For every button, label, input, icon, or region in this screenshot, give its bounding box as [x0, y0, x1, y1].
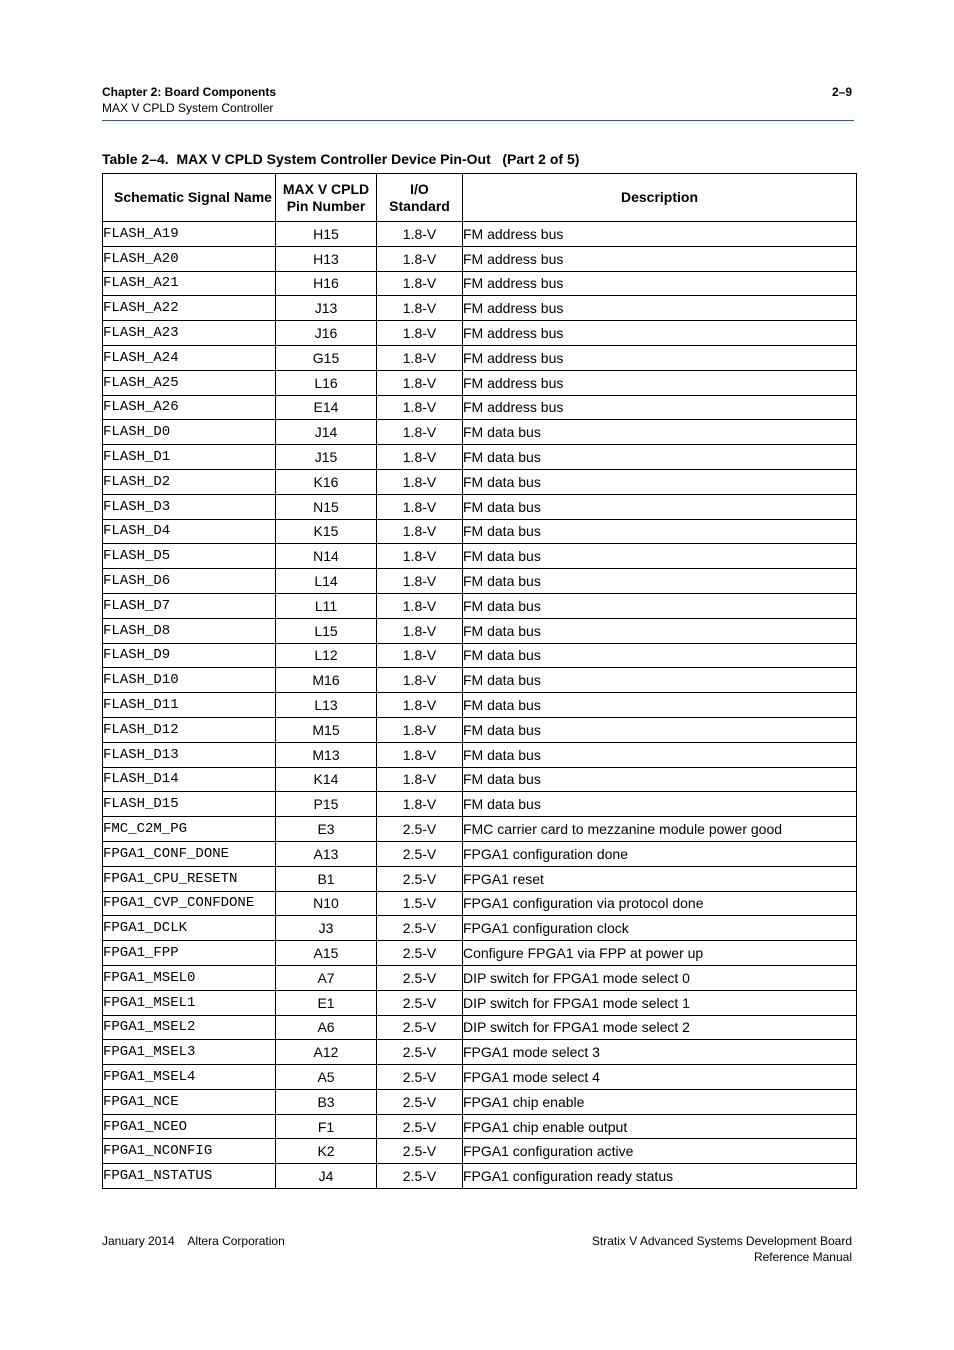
io-standard-cell: 1.8-V — [377, 693, 463, 718]
signal-name-cell: FPGA1_MSEL1 — [103, 990, 276, 1015]
table-row — [103, 544, 857, 569]
table-row — [103, 817, 857, 842]
io-standard-cell: 1.8-V — [377, 222, 463, 247]
io-standard-cell: 1.8-V — [377, 792, 463, 817]
signal-name-cell: FLASH_D4 — [103, 519, 276, 544]
signal-name-cell: FPGA1_FPP — [103, 941, 276, 966]
signal-name-cell: FMC_C2M_PG — [103, 817, 276, 842]
description-cell: FM address bus — [463, 222, 857, 247]
table-row — [103, 1139, 857, 1164]
pin-number-cell: K14 — [276, 767, 377, 792]
io-standard-cell: 2.5-V — [377, 990, 463, 1015]
table-row — [103, 891, 857, 916]
pin-number-cell: L11 — [276, 593, 377, 618]
table-row — [103, 965, 857, 990]
column-header-signal: Schematic Signal Name — [103, 174, 276, 222]
description-cell: FM data bus — [463, 494, 857, 519]
signal-name-cell: FLASH_D13 — [103, 742, 276, 767]
pin-number-cell: K16 — [276, 469, 377, 494]
pin-number-cell: A6 — [276, 1015, 377, 1040]
signal-name-cell: FLASH_A23 — [103, 321, 276, 346]
description-cell: FPGA1 reset — [463, 866, 857, 891]
pin-number-cell: E3 — [276, 817, 377, 842]
description-cell: FMC carrier card to mezzanine module power good — [463, 817, 857, 842]
table-row — [103, 1040, 857, 1065]
chapter-title: Chapter 2: Board Components — [102, 85, 277, 99]
pin-number-cell: J3 — [276, 916, 377, 941]
description-cell: FM data bus — [463, 420, 857, 445]
table-row — [103, 668, 857, 693]
signal-name-cell: FLASH_D9 — [103, 643, 276, 668]
pin-number-cell: N15 — [276, 494, 377, 519]
signal-name-cell: FPGA1_MSEL3 — [103, 1040, 276, 1065]
signal-name-cell: FLASH_D7 — [103, 593, 276, 618]
pin-number-cell: K2 — [276, 1139, 377, 1164]
io-standard-cell: 1.8-V — [377, 717, 463, 742]
description-cell: FM data bus — [463, 742, 857, 767]
table-row — [103, 1015, 857, 1040]
table-row — [103, 767, 857, 792]
signal-name-cell: FLASH_A20 — [103, 246, 276, 271]
signal-name-cell: FLASH_A21 — [103, 271, 276, 296]
table-row — [103, 941, 857, 966]
io-standard-cell: 1.8-V — [377, 321, 463, 346]
table-row — [103, 866, 857, 891]
description-cell: FM data bus — [463, 593, 857, 618]
description-cell: DIP switch for FPGA1 mode select 2 — [463, 1015, 857, 1040]
pin-number-cell: L15 — [276, 618, 377, 643]
pin-number-cell: L14 — [276, 569, 377, 594]
table-row — [103, 345, 857, 370]
table-body — [103, 222, 857, 1189]
signal-name-cell: FLASH_D12 — [103, 717, 276, 742]
pin-number-cell: A7 — [276, 965, 377, 990]
description-cell: Configure FPGA1 via FPP at power up — [463, 941, 857, 966]
table-row — [103, 296, 857, 321]
signal-name-cell: FPGA1_CVP_CONFDONE — [103, 891, 276, 916]
pin-number-cell: B1 — [276, 866, 377, 891]
io-standard-cell: 2.5-V — [377, 941, 463, 966]
io-standard-cell: 2.5-V — [377, 965, 463, 990]
pin-number-cell: K15 — [276, 519, 377, 544]
io-standard-cell: 1.8-V — [377, 643, 463, 668]
description-cell: FPGA1 mode select 3 — [463, 1040, 857, 1065]
pin-number-cell: B3 — [276, 1089, 377, 1114]
pin-number-cell: F1 — [276, 1114, 377, 1139]
column-header-description: Description — [463, 174, 857, 222]
pin-number-cell: M15 — [276, 717, 377, 742]
table-row — [103, 1089, 857, 1114]
description-cell: FM data bus — [463, 445, 857, 470]
table-row — [103, 494, 857, 519]
description-cell: FM data bus — [463, 643, 857, 668]
pin-number-cell: N10 — [276, 891, 377, 916]
io-standard-cell: 1.8-V — [377, 519, 463, 544]
pin-number-cell: A12 — [276, 1040, 377, 1065]
table-row — [103, 395, 857, 420]
io-standard-cell: 1.8-V — [377, 742, 463, 767]
description-cell: FPGA1 chip enable — [463, 1089, 857, 1114]
table-row — [103, 693, 857, 718]
io-standard-cell: 1.8-V — [377, 246, 463, 271]
description-cell: FM address bus — [463, 271, 857, 296]
signal-name-cell: FPGA1_CONF_DONE — [103, 841, 276, 866]
signal-name-cell: FLASH_D10 — [103, 668, 276, 693]
table-row — [103, 1114, 857, 1139]
io-standard-cell: 2.5-V — [377, 1114, 463, 1139]
table-row — [103, 742, 857, 767]
description-cell: FPGA1 configuration done — [463, 841, 857, 866]
io-standard-cell: 1.8-V — [377, 469, 463, 494]
description-cell: FM address bus — [463, 246, 857, 271]
pin-number-cell: J14 — [276, 420, 377, 445]
signal-name-cell: FLASH_D8 — [103, 618, 276, 643]
pin-number-cell: L13 — [276, 693, 377, 718]
signal-name-cell: FPGA1_MSEL4 — [103, 1065, 276, 1090]
pin-number-cell: G15 — [276, 345, 377, 370]
description-cell: FM data bus — [463, 693, 857, 718]
signal-name-cell: FPGA1_NCE — [103, 1089, 276, 1114]
description-cell: FM address bus — [463, 345, 857, 370]
pin-out-table — [102, 173, 857, 1189]
table-row — [103, 246, 857, 271]
signal-name-cell: FLASH_A22 — [103, 296, 276, 321]
header-rule — [102, 120, 854, 121]
description-cell: FPGA1 chip enable output — [463, 1114, 857, 1139]
description-cell: FM data bus — [463, 618, 857, 643]
table-row — [103, 271, 857, 296]
signal-name-cell: FLASH_D1 — [103, 445, 276, 470]
table-row — [103, 643, 857, 668]
table-row — [103, 569, 857, 594]
pin-number-cell: A15 — [276, 941, 377, 966]
footer-date-company: January 2014 Altera Corporation — [102, 1234, 285, 1248]
pin-number-cell: J4 — [276, 1164, 377, 1189]
table-caption: Table 2–4. MAX V CPLD System Controller Device Pin-Out (Part 2 of 5) — [102, 151, 580, 167]
io-standard-cell: 1.8-V — [377, 345, 463, 370]
description-cell: FM data bus — [463, 668, 857, 693]
io-standard-cell: 1.8-V — [377, 395, 463, 420]
description-cell: FPGA1 configuration active — [463, 1139, 857, 1164]
io-standard-cell: 2.5-V — [377, 841, 463, 866]
io-standard-cell: 1.8-V — [377, 569, 463, 594]
table-row — [103, 841, 857, 866]
io-standard-cell: 2.5-V — [377, 866, 463, 891]
page-number: 2–9 — [831, 85, 852, 99]
table-row — [103, 792, 857, 817]
io-standard-cell: 2.5-V — [377, 1015, 463, 1040]
signal-name-cell: FLASH_D15 — [103, 792, 276, 817]
io-standard-cell: 2.5-V — [377, 1089, 463, 1114]
description-cell: FM data bus — [463, 544, 857, 569]
description-cell: FM address bus — [463, 395, 857, 420]
signal-name-cell: FPGA1_DCLK — [103, 916, 276, 941]
pin-number-cell: P15 — [276, 792, 377, 817]
io-standard-cell: 2.5-V — [377, 1164, 463, 1189]
pin-number-cell: L12 — [276, 643, 377, 668]
table-row — [103, 618, 857, 643]
description-cell: FPGA1 configuration ready status — [463, 1164, 857, 1189]
io-standard-cell: 2.5-V — [377, 817, 463, 842]
table-row — [103, 1065, 857, 1090]
signal-name-cell: FPGA1_MSEL2 — [103, 1015, 276, 1040]
io-standard-cell: 1.8-V — [377, 618, 463, 643]
io-standard-cell: 1.8-V — [377, 445, 463, 470]
description-cell: FM data bus — [463, 717, 857, 742]
signal-name-cell: FLASH_A24 — [103, 345, 276, 370]
table-row — [103, 370, 857, 395]
table-row — [103, 593, 857, 618]
pin-number-cell: J16 — [276, 321, 377, 346]
io-standard-cell: 1.8-V — [377, 370, 463, 395]
description-cell: DIP switch for FPGA1 mode select 1 — [463, 990, 857, 1015]
description-cell: FM address bus — [463, 370, 857, 395]
io-standard-cell: 2.5-V — [377, 1065, 463, 1090]
table-row — [103, 519, 857, 544]
signal-name-cell: FPGA1_MSEL0 — [103, 965, 276, 990]
signal-name-cell: FLASH_A26 — [103, 395, 276, 420]
signal-name-cell: FPGA1_CPU_RESETN — [103, 866, 276, 891]
signal-name-cell: FPGA1_NSTATUS — [103, 1164, 276, 1189]
description-cell: FPGA1 configuration via protocol done — [463, 891, 857, 916]
io-standard-cell: 1.8-V — [377, 668, 463, 693]
table-row — [103, 916, 857, 941]
io-standard-cell: 1.8-V — [377, 544, 463, 569]
description-cell: DIP switch for FPGA1 mode select 0 — [463, 965, 857, 990]
column-header-pin: MAX V CPLD Pin Number — [276, 174, 377, 222]
table-row — [103, 321, 857, 346]
io-standard-cell: 2.5-V — [377, 916, 463, 941]
signal-name-cell: FPGA1_NCONFIG — [103, 1139, 276, 1164]
table-row — [103, 469, 857, 494]
pin-number-cell: L16 — [276, 370, 377, 395]
description-cell: FM data bus — [463, 469, 857, 494]
running-header — [102, 84, 276, 116]
signal-name-cell: FLASH_D5 — [103, 544, 276, 569]
description-cell: FM data bus — [463, 767, 857, 792]
description-cell: FM address bus — [463, 321, 857, 346]
table-row — [103, 420, 857, 445]
signal-name-cell: FLASH_D14 — [103, 767, 276, 792]
pin-number-cell: A13 — [276, 841, 377, 866]
description-cell: FM address bus — [463, 296, 857, 321]
pin-number-cell: M16 — [276, 668, 377, 693]
io-standard-cell: 2.5-V — [377, 1040, 463, 1065]
pin-number-cell: J15 — [276, 445, 377, 470]
pin-number-cell: A5 — [276, 1065, 377, 1090]
pin-number-cell: N14 — [276, 544, 377, 569]
signal-name-cell: FLASH_D11 — [103, 693, 276, 718]
description-cell: FM data bus — [463, 792, 857, 817]
description-cell: FM data bus — [463, 519, 857, 544]
pin-number-cell: H13 — [276, 246, 377, 271]
signal-name-cell: FPGA1_NCEO — [103, 1114, 276, 1139]
table-header-row — [103, 174, 857, 222]
signal-name-cell: FLASH_D2 — [103, 469, 276, 494]
signal-name-cell: FLASH_A19 — [103, 222, 276, 247]
pin-number-cell: E1 — [276, 990, 377, 1015]
table-row — [103, 717, 857, 742]
footer-doc-title: Stratix V Advanced Systems Development Board Reference Manual — [591, 1234, 852, 1264]
pin-number-cell: M13 — [276, 742, 377, 767]
section-title: MAX V CPLD System Controller — [102, 101, 274, 115]
description-cell: FM data bus — [463, 569, 857, 594]
io-standard-cell: 1.5-V — [377, 891, 463, 916]
io-standard-cell: 1.8-V — [377, 767, 463, 792]
io-standard-cell: 1.8-V — [377, 494, 463, 519]
io-standard-cell: 2.5-V — [377, 1139, 463, 1164]
signal-name-cell: FLASH_A25 — [103, 370, 276, 395]
pin-number-cell: H16 — [276, 271, 377, 296]
table-row — [103, 1164, 857, 1189]
description-cell: FPGA1 mode select 4 — [463, 1065, 857, 1090]
table-row — [103, 445, 857, 470]
pin-number-cell: H15 — [276, 222, 377, 247]
io-standard-cell: 1.8-V — [377, 271, 463, 296]
signal-name-cell: FLASH_D0 — [103, 420, 276, 445]
signal-name-cell: FLASH_D6 — [103, 569, 276, 594]
table-row — [103, 990, 857, 1015]
io-standard-cell: 1.8-V — [377, 593, 463, 618]
io-standard-cell: 1.8-V — [377, 296, 463, 321]
signal-name-cell: FLASH_D3 — [103, 494, 276, 519]
io-standard-cell: 1.8-V — [377, 420, 463, 445]
pin-number-cell: J13 — [276, 296, 377, 321]
description-cell: FPGA1 configuration clock — [463, 916, 857, 941]
table-row — [103, 222, 857, 247]
column-header-standard: I/O Standard — [377, 174, 463, 222]
pin-number-cell: E14 — [276, 395, 377, 420]
